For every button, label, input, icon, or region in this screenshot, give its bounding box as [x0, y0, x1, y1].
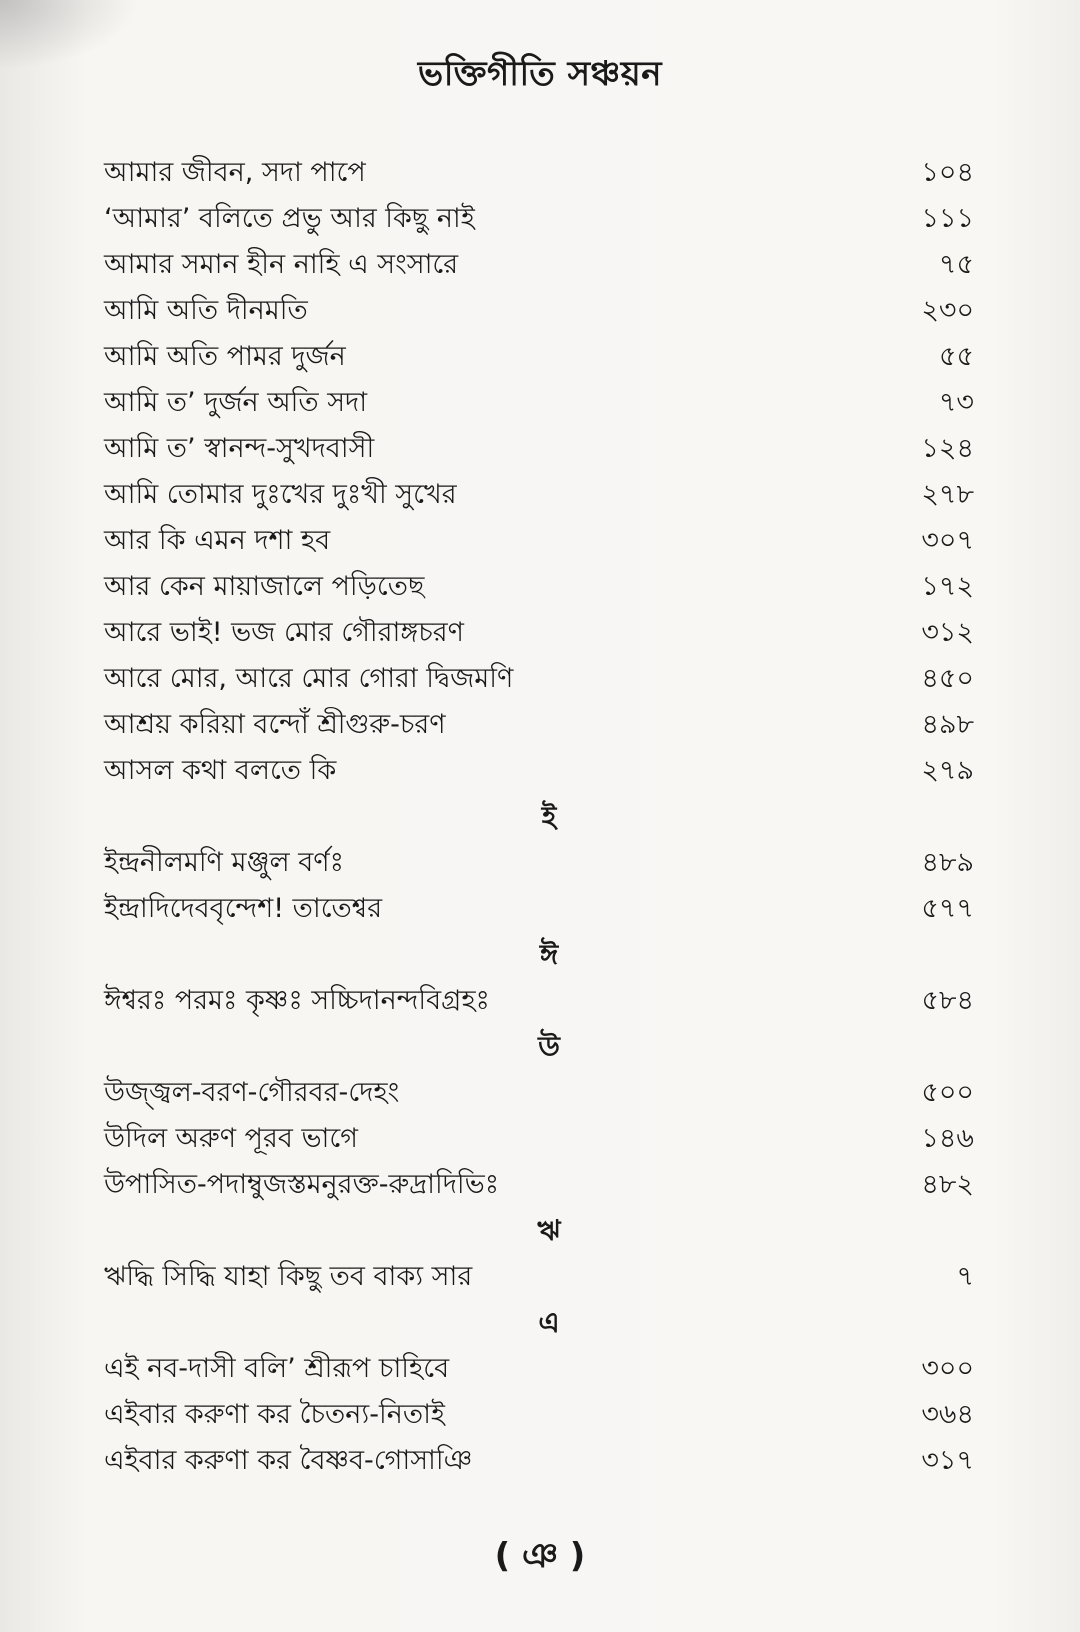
entry-text: ইন্দ্রাদিদেববৃন্দেশ! তাতেশ্বর: [104, 893, 383, 924]
entry-page-number: ৭: [956, 1261, 974, 1292]
entry-page-number: ৩১৭: [921, 1445, 974, 1476]
entry-page-number: ১২৪: [921, 433, 974, 464]
toc-entry: [104, 886, 974, 932]
entry-page-number: ৭৫: [938, 249, 974, 280]
page-footer-number: ( ঞ ): [494, 1536, 586, 1576]
entry-text: আরে মোর, আরে মোর গোরা দ্বিজমণি: [104, 663, 514, 694]
entry-page-number: ১০৪: [921, 157, 974, 188]
entry-text: এইবার করুণা কর চৈতন্য-নিতাই: [104, 1399, 445, 1430]
toc-entry: [104, 702, 974, 748]
toc-entry: [104, 1254, 974, 1300]
toc-entry: [104, 242, 974, 288]
toc-entry: [104, 1116, 974, 1162]
entry-text: এই নব-দাসী বলি’ শ্রীরূপ চাহিবে: [104, 1353, 450, 1384]
entry-page-number: ৫৫: [938, 341, 974, 372]
entry-text: ইন্দ্রনীলমণি মঞ্জুল বর্ণঃ: [104, 847, 344, 878]
entry-text: আর কেন মায়াজালে পড়িতেছ: [104, 571, 425, 602]
entry-text: উপাসিত-পদাম্বুজস্তমনুরক্ত-রুদ্রাদিভিঃ: [104, 1169, 500, 1200]
entry-text: এইবার করুণা কর বৈষ্ণব-গোসাঞি: [104, 1445, 473, 1476]
entry-text: আরে ভাই! ভজ মোর গৌরাঙ্গচরণ: [104, 617, 464, 648]
entry-page-number: ৩৬৪: [921, 1399, 974, 1430]
entry-page-number: ৪৫০: [921, 663, 974, 694]
toc-entry: [104, 1162, 974, 1208]
toc-entry: [104, 288, 974, 334]
toc-entry: [104, 656, 974, 702]
entry-page-number: ৪৯৮: [921, 709, 974, 740]
entry-text: ঈশ্বরঃ পরমঃ কৃষ্ণঃ সচ্চিদানন্দবিগ্রহঃ: [104, 985, 490, 1016]
entry-text: ঋদ্ধি সিদ্ধি যাহা কিছু তব বাক্য সার: [104, 1261, 473, 1292]
toc-entry: [104, 978, 974, 1024]
entry-page-number: ১১১: [921, 203, 974, 234]
toc-entry: [104, 380, 974, 426]
toc-entry: [104, 1392, 974, 1438]
entry-page-number: ৭৩: [938, 387, 974, 418]
toc-entry: [104, 1438, 974, 1484]
toc-entry: [104, 518, 974, 564]
entry-text: আসল কথা বলতে কি: [104, 755, 337, 786]
entry-text: আমি অতি পামর দুর্জন: [104, 341, 346, 372]
section-letter-ii: ঈ: [539, 938, 559, 971]
toc-entry: [104, 564, 974, 610]
entry-text: আমার জীবন, সদা পাপে: [104, 157, 366, 188]
toc-entry: [104, 748, 974, 794]
table-of-contents: [104, 150, 974, 1484]
entry-text: আমার সমান হীন নাহি এ সংসারে: [104, 249, 459, 280]
entry-page-number: ১৭২: [921, 571, 974, 602]
entry-page-number: ২৩০: [921, 295, 974, 326]
entry-text: আশ্রয় করিয়া বন্দোঁ শ্রীগুরু-চরণ: [104, 709, 446, 740]
entry-text: ‘আমার’ বলিতে প্রভু আর কিছু নাই: [104, 203, 475, 234]
entry-page-number: ৫৭৭: [921, 893, 974, 924]
toc-entry: [104, 840, 974, 886]
entry-page-number: ৪৮২: [921, 1169, 974, 1200]
toc-entry: [104, 1346, 974, 1392]
toc-entry: [104, 150, 974, 196]
entry-text: আমি অতি দীনমতি: [104, 295, 308, 326]
toc-entry: [104, 196, 974, 242]
entry-page-number: ৫৮৪: [921, 985, 974, 1016]
entry-text: উজ্জ্বল-বরণ-গৌরবর-দেহং: [104, 1077, 400, 1108]
entry-text: উদিল অরুণ পূরব ভাগে: [104, 1123, 358, 1154]
entry-page-number: ৩০৭: [921, 525, 974, 556]
entry-page-number: ২৭৮: [921, 479, 974, 510]
entry-text: আমি তোমার দুঃখের দুঃখী সুখের: [104, 479, 457, 510]
toc-entry: [104, 334, 974, 380]
section-letter-ri: ঋ: [537, 1214, 561, 1247]
entry-page-number: ৫০০: [921, 1077, 974, 1108]
toc-entry: [104, 472, 974, 518]
toc-entry: [104, 426, 974, 472]
entry-text: আমি ত’ স্বানন্দ-সুখদবাসী: [104, 433, 375, 464]
section-letter-e: এ: [538, 1306, 560, 1339]
entry-page-number: ২৭৯: [921, 755, 974, 786]
entry-page-number: ১৪৬: [921, 1123, 974, 1154]
entry-text: আর কি এমন দশা হব: [104, 525, 331, 556]
entry-page-number: ৩১২: [921, 617, 974, 648]
entry-text: আমি ত’ দুর্জন অতি সদা: [104, 387, 368, 418]
entry-page-number: ৪৮৯: [921, 847, 974, 878]
entry-page-number: ৩০০: [921, 1353, 974, 1384]
toc-entry: [104, 610, 974, 656]
section-letter-i: ই: [541, 800, 557, 833]
section-letter-u: উ: [538, 1030, 560, 1063]
toc-entry: [104, 1070, 974, 1116]
page-title: ভক্তিগীতি সঞ্চয়ন: [417, 54, 663, 94]
